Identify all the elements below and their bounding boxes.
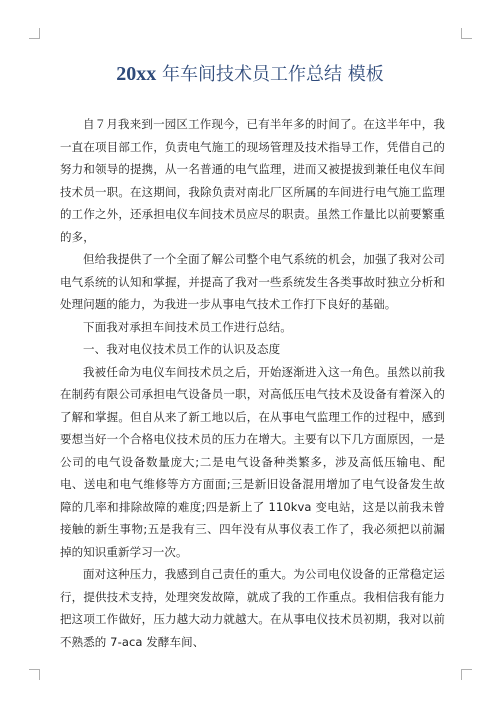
document-title-main: 年车间技术员工作总结 模板 bbox=[156, 64, 384, 85]
crop-mark-bottom-right bbox=[461, 669, 472, 680]
document-title bbox=[0, 62, 500, 87]
paragraph-opportunity: 但给我提供了一个全面了解公司整个电气系统的机会，加强了我对公司电气系统的认知和掌握，并提高了我对一些系统发生各类事故时独立分析和处理问题的能力，为我进一步从事电气技术工作打下良好的基础。 bbox=[60, 252, 445, 311]
crop-mark-top-right bbox=[461, 28, 472, 39]
paragraph-intro: 自７月我来到一园区工作现今，已有半年多的时间了。在这半年中，我一直在项目部工作，负责电气施工的现场管理及技术指导工作，凭借自己的努力和领导的提携，从一名普通的电气监理，进而又被提拔到兼任电仪车间技术员一职。在这期间，我除负责对南北厂区所属的车间进行电气施工监理的工作之外，还承担电仪车间技术员应尽的职责。虽然工作量比以前要繁重的多， bbox=[60, 117, 445, 244]
paragraph-role: 我被任命为电仪车间技术员之后，开始逐渐进入这一角色。虽然以前我在制药有限公司承担电气设备员一职，对高低压电气技术及设备有着深入的了解和掌握。但自从来了新工地以后，在从事电气监理工作的过程中，感到要想当好一个合格电仪技术员的压力在增大。主要有以下几方面原因，一是公司的电气设备数量庞大;二是电气设备种类繁多，涉及高低压输电、配电、送电和电气维修等方方面面;三是新旧设备混用增加了电气设备发生故障的几率和排除故障的难度;四是新上了 110kva 变电站，这是以前我未曾接触的新生事物;五是我有三、四年没有从事仪表工作了，我必须把以前漏掉的知识重新学习一次。 bbox=[60, 364, 445, 559]
crop-mark-top-left bbox=[29, 28, 40, 39]
document-title-prefix: 20xx bbox=[116, 63, 157, 85]
paragraph-summary-lead: 下面我对承担车间技术员工作进行总结。 bbox=[83, 319, 292, 334]
section-heading-1: 一、我对电仪技术员工作的认识及态度 bbox=[83, 342, 281, 356]
paragraph-pressure: 面对这种压力，我感到自己责任的重大。为公司电仪设备的正常稳定运行，提供技术支持，处理突发故障，就成了我的工作重点。我相信我有能力把这项工作做好，压力越大动力就越大。在从事电仪技术员初期，我对以前不熟悉的 7-aca 发酵车间、 bbox=[60, 567, 445, 649]
document-body bbox=[60, 113, 445, 653]
crop-mark-bottom-left bbox=[29, 669, 40, 680]
